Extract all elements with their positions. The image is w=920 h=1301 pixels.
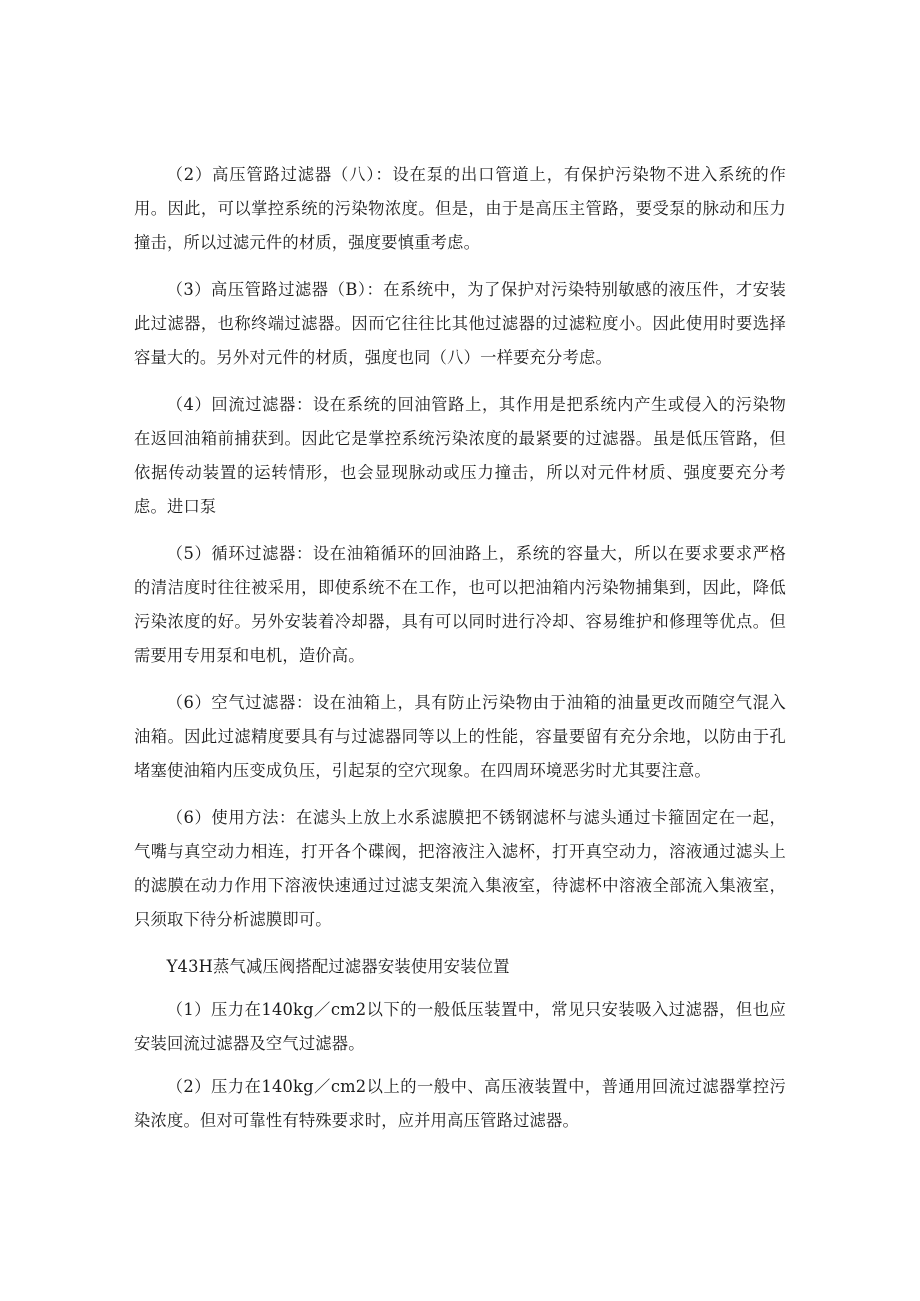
paragraph-circulation-filter: （5）循环过滤器：设在油箱循环的回油路上，系统的容量大，所以在要求要求严格的清洁度时往往被采用，即使系统不在工作，也可以把油箱内污染物捕集到，因此，降低污染浓度的好。另外安装着冷却器，具有可以同时进行冷却、容易维护和修理等优点。但需要用专用泵和电机，造价高。 [134,544,786,665]
paragraph-return-filter: （4）回流过滤器：设在系统的回油管路上，其作用是把系统内产生或侵入的污染物在返回油箱前捕获到。因此它是掌控系统污染浓度的最紧要的过滤器。虽是低压管路，但依据传动装置的运转情形，也会显现脉动或压力撞击，所以对元件材质、强度要充分考虑。进口泵 [134,395,786,516]
paragraph-high-pressure-install: （2）压力在140kg／cm2以上的一般中、高压液装置中，普通用回流过滤器掌控污染浓度。但对可靠性有特殊要求时，应并用高压管路过滤器。 [134,1077,786,1130]
document-body [134,158,786,1151]
paragraph-air-filter: （6）空气过滤器：设在油箱上，具有防止污染物由于油箱的油量更改而随空气混入油箱。因此过滤精度要具有与过滤器同等以上的性能，容量要留有充分余地，以防由于孔堵塞使油箱内压变成负压，引起泵的空穴现象。在四周环境恶劣时尤其要注意。 [134,693,786,780]
paragraph-usage-method: （6）使用方法：在滤头上放上水系滤膜把不锈钢滤杯与滤头通过卡箍固定在一起，气嘴与真空动力相连，打开各个碟阀，把溶液注入滤杯，打开真空动力，溶液通过滤头上的滤膜在动力作用下溶液快速通过过滤支架流入集液室，待滤杯中溶液全部流入集液室，只须取下待分析滤膜即可。 [134,808,786,929]
paragraph-high-pressure-filter-a: （2）高压管路过滤器（八）：设在泵的出口管道上，有保护污染物不进入系统的作用。因此，可以掌控系统的污染物浓度。但是，由于是高压主管路，要受泵的脉动和压力撞击，所以过滤元件的材质，强度要慎重考虑。 [134,165,786,252]
section-heading-install-position: Y43H蒸气减压阀搭配过滤器安装使用安装位置 [166,957,510,976]
paragraph-high-pressure-filter-b: （3）高压管路过滤器（B）：在系统中，为了保护对污染特别敏感的液压件，才安装此过滤器，也称终端过滤器。因而它往往比其他过滤器的过滤粒度小。因此使用时要选择容量大的。另外对元件的材质，强度也同（八）一样要充分考虑。 [134,280,786,367]
paragraph-low-pressure-install: （1）压力在140kg／cm2以下的一般低压装置中，常见只安装吸入过滤器，但也应安装回流过滤器及空气过滤器。 [134,1000,786,1053]
